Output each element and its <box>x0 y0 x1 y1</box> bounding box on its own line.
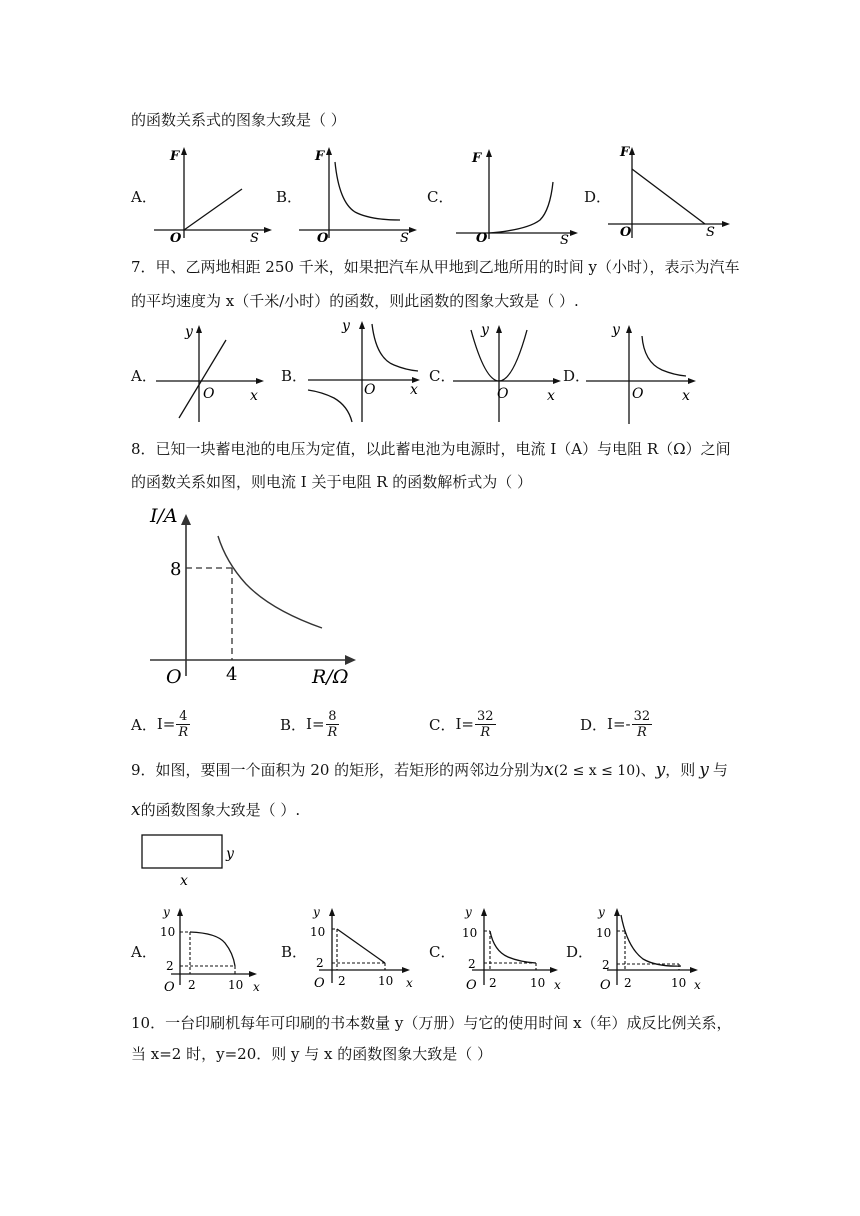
q9-stem-line1 <box>131 760 728 781</box>
q6-graph-b <box>295 142 420 246</box>
q6-option-d-label: D． <box>584 188 612 206</box>
q8-answer-a-label: A． <box>131 715 157 734</box>
q8-answer-a-prefix: I= <box>156 715 176 733</box>
q9-line2: 的函数图象大致是（ ）. <box>140 801 301 819</box>
q9b-origin: O <box>314 976 325 991</box>
q8-answer-b-num: 8 <box>326 709 340 725</box>
q9b-tick-2x: 2 <box>338 974 346 988</box>
q8-answer-d-prefix: I=- <box>607 715 631 733</box>
q8-answer-c-num: 32 <box>476 708 494 724</box>
q9-stem-line2 <box>131 800 300 820</box>
q9d-tick-2y: 2 <box>602 958 610 972</box>
q9-y-word: y <box>699 760 709 780</box>
q9-graph-d <box>591 903 706 998</box>
q7-option-b-label: B． <box>281 367 308 385</box>
q6a-axis-x-label: S <box>250 231 259 246</box>
q6d-axis-x-label: S <box>706 225 715 240</box>
q8-answer-b-label: B． <box>280 715 307 734</box>
q7-option-d-label: D． <box>563 367 591 385</box>
q8-answer-c-prefix: I= <box>455 715 474 733</box>
q9c-tick-2y: 2 <box>468 957 476 971</box>
q9-and: 与 <box>712 761 728 779</box>
q9b-axis-x: x <box>406 976 413 990</box>
q9-graph-b <box>303 903 423 998</box>
q8-answer-c-label: C． <box>429 715 456 734</box>
q9b-tick-10x: 10 <box>378 974 394 988</box>
q8-answer-b-prefix: I= <box>306 715 325 733</box>
q8-stem-line1: 8．已知一块蓄电池的电压为定值，以此蓄电池为电源时，电流 I（A）与电阻 R（Ω）之间 <box>131 440 731 458</box>
q9-cond: (2 ≤ x ≤ 10) <box>553 763 641 779</box>
q9c-axis-x: x <box>554 978 561 992</box>
q9d-origin: O <box>600 978 611 993</box>
q7b-origin-label: O <box>364 382 376 398</box>
q9-line1-a: 9．如图，要围一个面积为 20 的矩形，若矩形的两邻边分别为 <box>131 761 545 779</box>
q9b-axis-y: y <box>313 905 320 919</box>
q8-graph-origin: O <box>166 666 182 688</box>
q9-option-c-label: C． <box>429 943 456 961</box>
q6-graph-c <box>452 142 582 248</box>
q8-answer-c-fraction <box>475 709 496 740</box>
q8-answer-a-fraction <box>176 709 190 740</box>
q9d-axis-y: y <box>598 905 605 919</box>
q6d-origin-label: O <box>620 225 632 240</box>
q7b-axis-y-label: y <box>342 318 350 334</box>
q7d-axis-x-label: x <box>682 388 690 404</box>
q8-graph-y-tick: 8 <box>170 559 182 580</box>
q9c-tick-2x: 2 <box>489 976 497 990</box>
q7-option-c-label: C． <box>429 367 456 385</box>
q7a-axis-x-label: x <box>250 388 258 404</box>
q7c-axis-x-label: x <box>547 388 555 404</box>
q9-sep: 、 <box>640 761 656 779</box>
q7a-axis-y-label: y <box>185 324 193 340</box>
q6a-origin-label: O <box>170 231 182 246</box>
q9-rect-side-x: x <box>180 873 188 889</box>
q9-graph-c <box>456 903 566 998</box>
q9-line2-x: x <box>131 800 141 820</box>
q8-answer-d-num: 32 <box>633 708 651 724</box>
q9a-tick-2y: 2 <box>166 959 174 973</box>
q9c-tick-10: 10 <box>462 926 478 940</box>
q9-option-b-label: B． <box>281 943 308 961</box>
q8-answer-d-den: R <box>636 724 647 740</box>
q9d-tick-10x: 10 <box>671 976 687 990</box>
q9a-axis-y: y <box>163 905 170 919</box>
q8-graph-ylabel: I/A <box>150 505 178 527</box>
q6b-axis-x-label: S <box>400 231 409 246</box>
q7d-axis-y-label: y <box>612 322 620 338</box>
q9-cond-x: x <box>544 760 554 780</box>
q9a-tick-2x: 2 <box>188 978 196 992</box>
q9-option-a-label: A． <box>131 943 157 961</box>
q7d-origin-label: O <box>632 386 644 402</box>
q6a-axis-y-label: F <box>170 149 180 164</box>
q9-var-y: y <box>655 760 666 780</box>
q9a-tick-10: 10 <box>160 925 176 939</box>
q10-stem-line2: 当 x=2 时，y=20．则 y 与 x 的函数图象大致是（ ） <box>131 1045 493 1063</box>
q7a-origin-label: O <box>203 386 215 402</box>
q8-answer-d-fraction <box>632 709 653 740</box>
q9a-origin: O <box>164 980 175 995</box>
q8-answer-d-label: D． <box>580 715 608 734</box>
q9b-tick-10: 10 <box>310 925 326 939</box>
q9b-tick-2y: 2 <box>316 956 324 970</box>
q9-graph-a <box>155 903 265 998</box>
q8-stem-line2: 的函数关系如图，则电流 I 关于电阻 R 的函数解析式为（ ） <box>131 473 533 491</box>
q9c-origin: O <box>466 978 477 993</box>
q9-rectangle-figure <box>140 833 260 888</box>
q6b-origin-label: O <box>317 231 329 246</box>
q7-graph-a <box>150 318 270 428</box>
q7-graph-c <box>449 318 569 428</box>
q8-answer-c-den: R <box>480 724 491 740</box>
q6-option-a-label: A． <box>131 188 157 206</box>
q7-graph-b <box>302 314 427 424</box>
q6c-axis-y-label: F <box>472 151 482 166</box>
q6c-origin-label: O <box>476 231 488 246</box>
q6-option-c-label: C． <box>427 188 454 206</box>
q6-graph-a <box>150 142 275 246</box>
q6-graph-d <box>604 142 734 242</box>
q8-graph <box>146 500 376 690</box>
q9-option-d-label: D． <box>566 943 594 961</box>
q6d-axis-y-label: F <box>620 145 630 160</box>
q8-answer-a-num: 4 <box>176 709 190 725</box>
q8-answer-b-fraction <box>326 709 340 740</box>
q9c-axis-y: y <box>465 905 472 919</box>
q9d-tick-2x: 2 <box>624 976 632 990</box>
q9-line1-b: ，则 <box>665 761 696 779</box>
q7c-axis-y-label: y <box>481 322 489 338</box>
q6-option-b-label: B． <box>276 188 303 206</box>
q9-rect-side-y: y <box>226 846 234 862</box>
q9a-axis-x: x <box>253 980 260 994</box>
q6c-axis-x-label: S <box>560 233 569 248</box>
q8-answer-d[interactable] <box>580 704 652 744</box>
q9d-axis-x: x <box>694 978 701 992</box>
q8-answer-b-den: R <box>327 724 338 740</box>
q7-stem-line1: 7．甲、乙两地相距 250 千米，如果把汽车从甲地到乙地所用的时间 y（小时），表示为汽车 <box>131 258 740 276</box>
q6b-axis-y-label: F <box>315 149 325 164</box>
q8-answer-b[interactable] <box>280 704 339 744</box>
q9a-tick-10x: 10 <box>228 978 244 992</box>
q8-graph-xlabel: R/Ω <box>312 666 349 688</box>
q8-answer-c[interactable] <box>429 704 496 744</box>
q7-option-a-label: A． <box>131 367 157 385</box>
q7-graph-d <box>582 318 707 428</box>
q8-graph-x-tick: 4 <box>226 664 238 685</box>
q8-answer-a-den: R <box>178 724 189 740</box>
q7c-origin-label: O <box>497 386 509 402</box>
q8-answer-a[interactable] <box>131 704 190 744</box>
q9c-tick-10x: 10 <box>530 976 546 990</box>
q7-stem-line2: 的平均速度为 x（千米/小时）的函数，则此函数的图象大致是（ ）. <box>131 292 579 310</box>
q10-stem-line1: 10．一台印刷机每年可印刷的书本数量 y（万册）与它的使用时间 x（年）成反比例关系， <box>131 1014 732 1032</box>
q7b-axis-x-label: x <box>410 382 418 398</box>
q9d-tick-10: 10 <box>596 926 612 940</box>
q6-stem-tail: 的函数关系式的图象大致是（ ） <box>131 111 346 129</box>
